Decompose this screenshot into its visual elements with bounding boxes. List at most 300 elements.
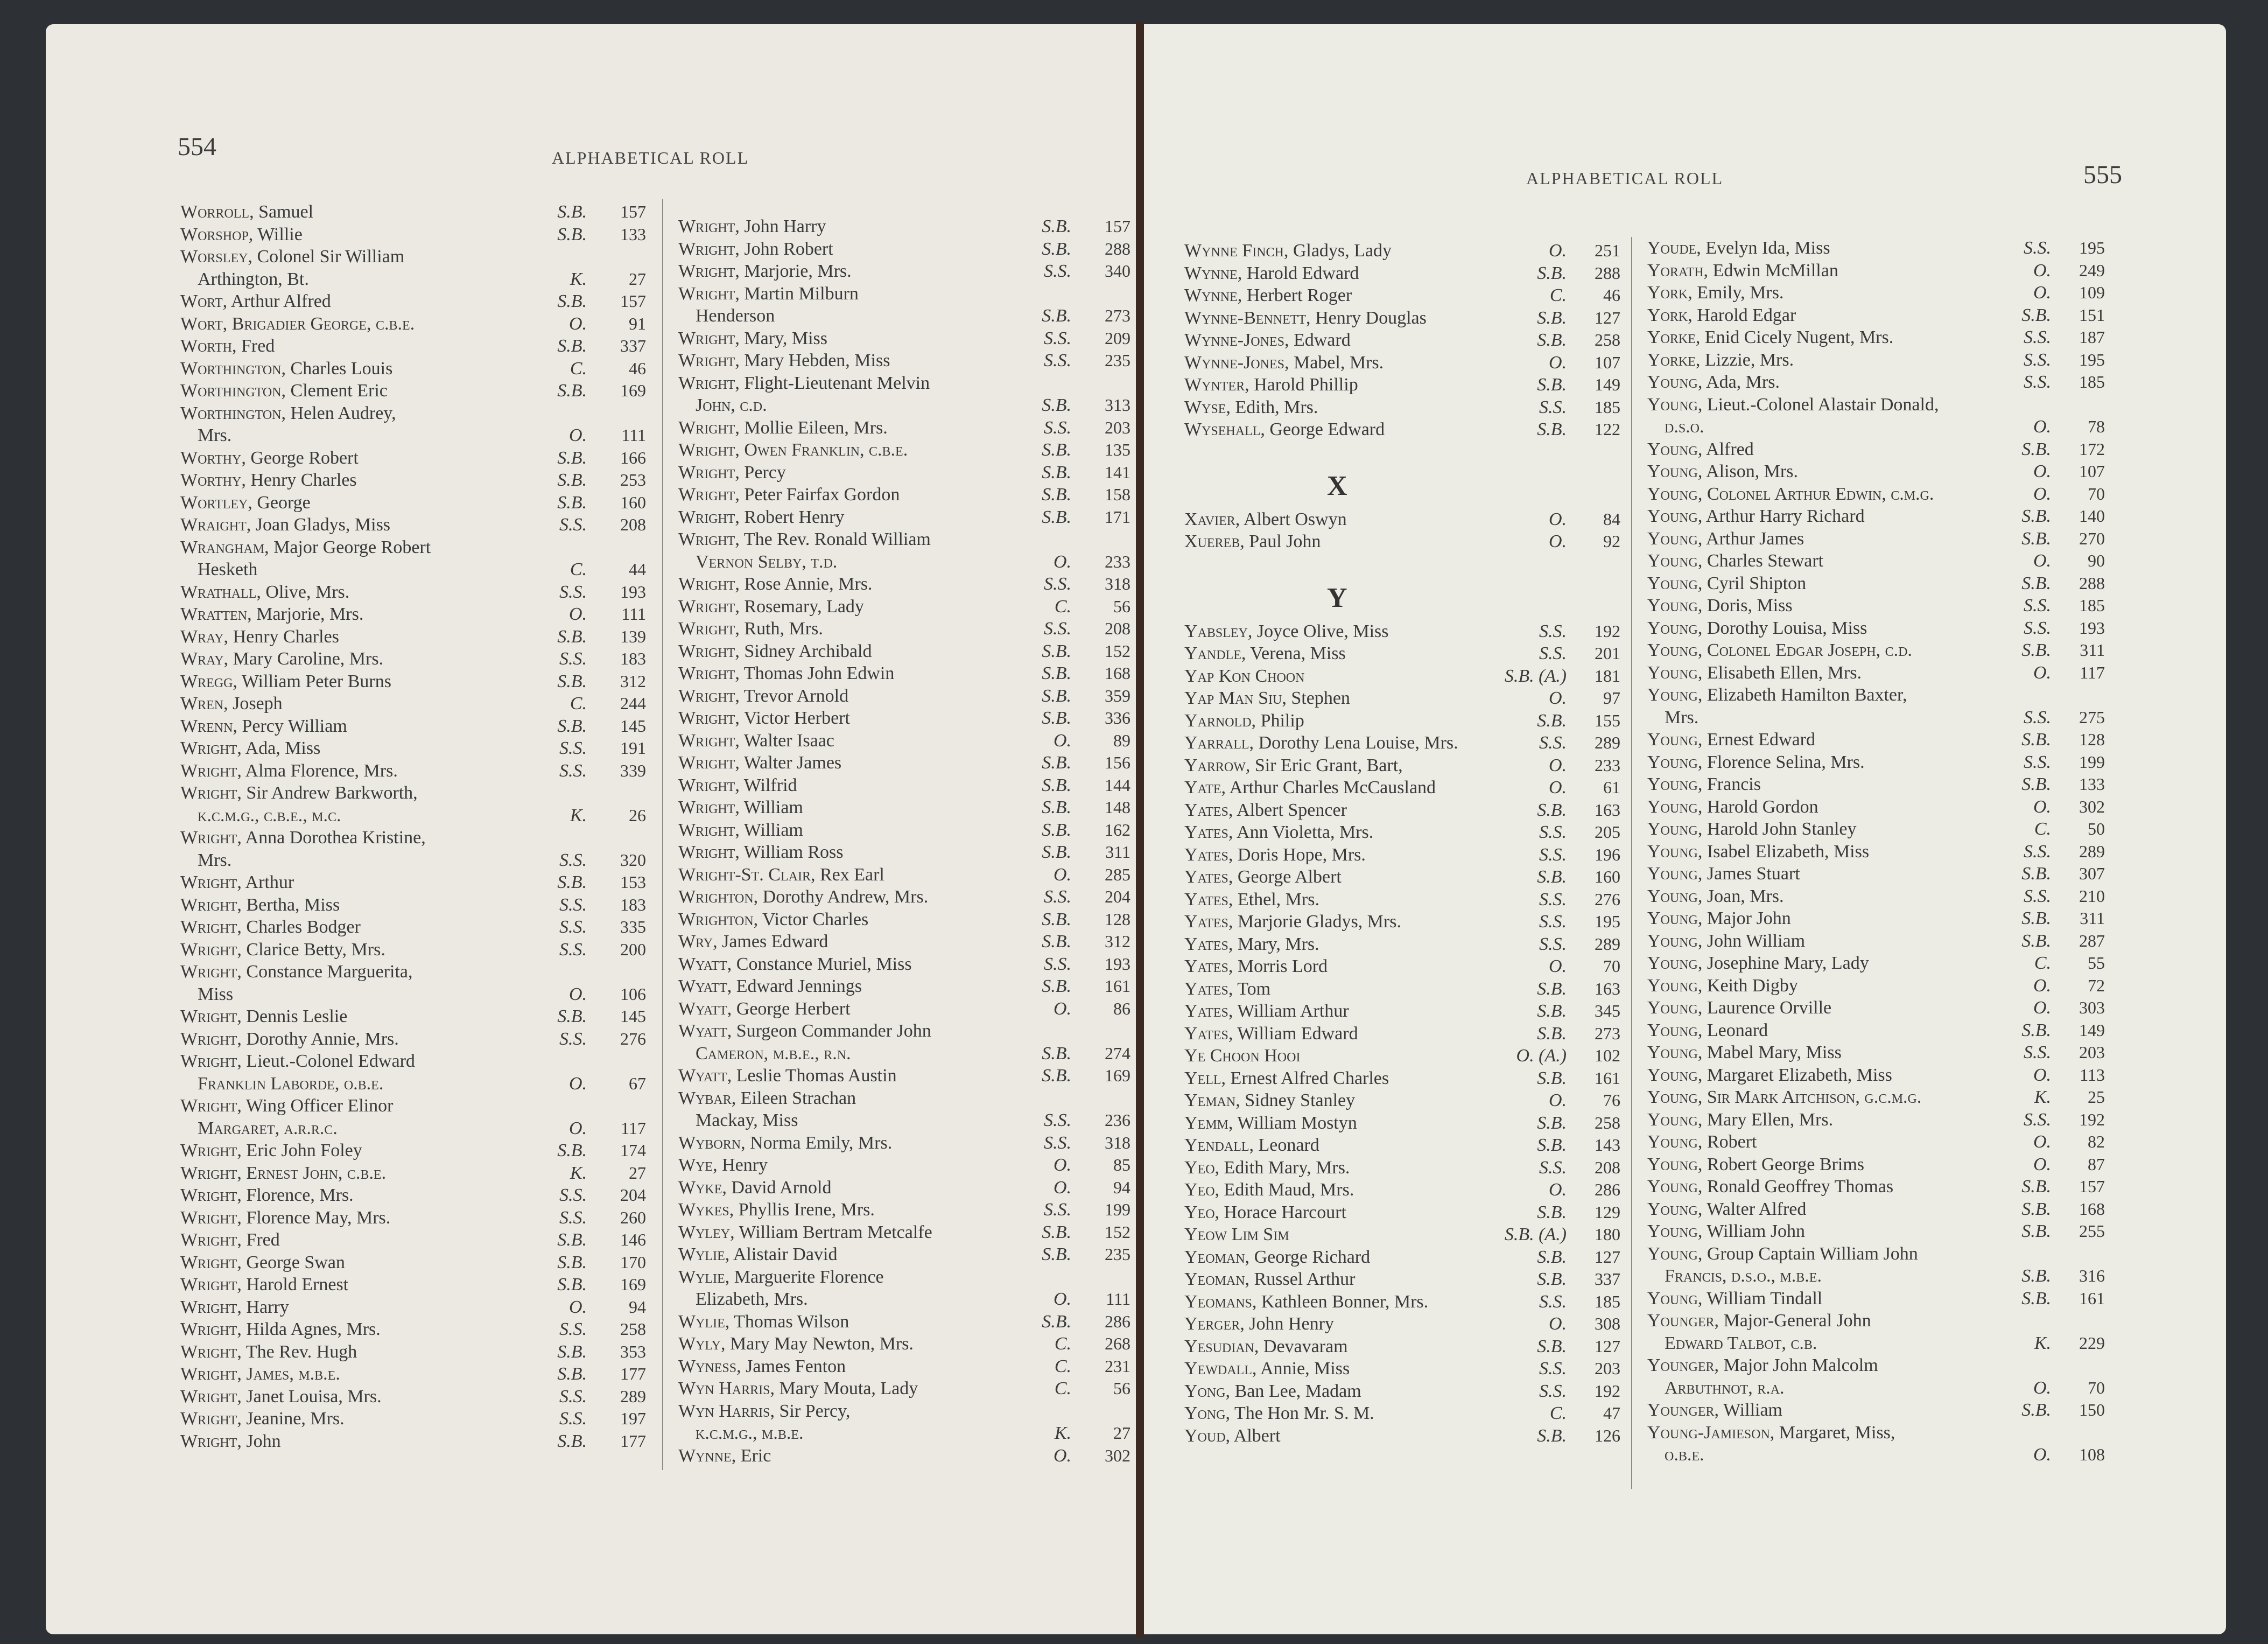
entry-surname: Wright,	[180, 1252, 242, 1272]
roll-entry	[1647, 237, 2105, 260]
service-code: S.B.	[557, 492, 587, 513]
roll-entry	[1647, 952, 2105, 975]
roll-entry	[1647, 729, 2105, 751]
entry-given-names: Brigadier George, c.b.e.	[227, 313, 415, 334]
page-reference: 313	[1105, 395, 1131, 415]
roll-entry	[678, 238, 1131, 261]
entry-given-names: Rose Annie, Mrs.	[739, 574, 873, 594]
entry-name	[1647, 594, 1793, 617]
entry-given-names: Mary Hebden, Miss	[739, 351, 890, 370]
entry-given-names: William	[739, 797, 803, 817]
entry-name	[180, 916, 361, 939]
roll-entry	[678, 215, 1131, 238]
page-reference: 289	[1595, 733, 1620, 752]
entry-given-names: Joan, Mrs.	[1702, 886, 1784, 906]
page-reference: 152	[1105, 1222, 1131, 1242]
entry-name	[678, 975, 862, 998]
roll-entry	[1184, 1089, 1620, 1112]
entry-given-names: Mrs.	[1665, 707, 1699, 727]
entry-name	[180, 246, 404, 268]
roll-entry	[180, 581, 646, 604]
entry-surname: Wright,	[180, 1341, 242, 1362]
service-code: S.S.	[1539, 733, 1567, 753]
page-reference: 203	[1105, 417, 1131, 437]
entry-name	[198, 983, 233, 1006]
entry-surname: Yong,	[1184, 1381, 1231, 1401]
entry-surname: Wynne,	[1184, 263, 1242, 283]
page-reference: 61	[1603, 778, 1620, 797]
entry-surname: Youde,	[1647, 238, 1701, 258]
service-code: S.B.	[2021, 1266, 2051, 1286]
roll-entry	[1647, 885, 2105, 908]
entry-surname: Wright,	[180, 1275, 242, 1295]
entry-given-names: Fred	[241, 1230, 280, 1250]
roll-entry	[1647, 1086, 2105, 1109]
entry-given-names: Cyril Shipton	[1702, 573, 1807, 593]
entry-name	[180, 715, 347, 738]
entry-surname: Young,	[1647, 774, 1703, 794]
service-code: S.B.	[1042, 976, 1071, 996]
entry-name	[678, 796, 803, 819]
roll-entry	[180, 916, 646, 939]
page-number: 554	[178, 132, 216, 161]
page-reference: 337	[1595, 1269, 1620, 1289]
entry-name	[1184, 307, 1427, 330]
entry-given-names: Dorothy Louisa, Miss	[1702, 618, 1867, 638]
service-code: O.	[2033, 417, 2051, 437]
service-code: S.B.	[1042, 1043, 1071, 1064]
page-reference: 153	[620, 872, 646, 892]
entry-surname: Wynne Finch,	[1184, 241, 1289, 261]
page-reference: 163	[1595, 978, 1620, 998]
entry-given-names: Mary Caroline, Mrs.	[228, 649, 384, 669]
entry-name	[1184, 352, 1384, 374]
roll-entry	[180, 1139, 646, 1162]
page-reference: 168	[1105, 663, 1131, 683]
roll-entry	[678, 372, 1131, 395]
service-code: S.S.	[1539, 1359, 1567, 1379]
entry-surname: Young,	[1647, 953, 1703, 973]
entry-given-names: Rex Earl	[815, 864, 884, 885]
service-code: C.	[1054, 1356, 1071, 1376]
entry-given-names: George Robert	[245, 447, 359, 468]
entry-surname: Yorath,	[1647, 260, 1709, 281]
entry-name	[678, 841, 844, 864]
page-reference: 92	[1603, 531, 1620, 551]
section-letter-text: X	[1327, 470, 1347, 501]
page-reference: 150	[2079, 1400, 2105, 1419]
service-code: O.	[1548, 956, 1567, 976]
service-code: S.B.	[2021, 305, 2051, 325]
entry-surname: Yates,	[1184, 844, 1233, 865]
roll-entry	[1647, 751, 2105, 774]
entry-surname: Young,	[1647, 573, 1703, 593]
page-reference: 193	[620, 582, 646, 601]
entry-surname: Yemm,	[1184, 1113, 1233, 1133]
entry-surname: Wrighton,	[678, 909, 759, 929]
entry-name	[1647, 907, 1791, 930]
entry-given-names: John, c.d.	[696, 395, 767, 415]
entry-given-names: William Bertram Metcalfe	[734, 1222, 932, 1242]
entry-given-names: Margaret Elizabeth, Miss	[1702, 1065, 1892, 1085]
entry-name	[1184, 1223, 1289, 1246]
service-code: S.S.	[1539, 822, 1567, 842]
entry-given-names: Ronald Geoffrey Thomas	[1702, 1177, 1894, 1197]
entry-name	[1665, 1265, 1822, 1288]
entry-surname: Wright,	[180, 939, 242, 960]
service-code: O.	[2033, 998, 2051, 1018]
service-code: K.	[570, 269, 587, 289]
entry-name	[696, 1109, 798, 1132]
roll-entry	[678, 461, 1131, 484]
service-code: S.B.	[2021, 1020, 2051, 1040]
entry-name	[180, 313, 415, 335]
roll-entry	[1647, 1041, 2105, 1064]
entry-name	[1184, 642, 1346, 665]
service-code: S.B. (A.)	[1504, 666, 1567, 686]
entry-surname: Yeoman,	[1184, 1247, 1250, 1267]
service-code: S.B.	[1042, 239, 1071, 259]
service-code: S.B.	[557, 381, 587, 401]
entry-name	[1647, 528, 1804, 550]
roll-entry	[1184, 508, 1620, 531]
entry-name	[1184, 508, 1347, 531]
entry-given-names: Walter Isaac	[739, 730, 834, 751]
page-reference: 340	[1105, 261, 1131, 281]
entry-name	[678, 1177, 831, 1199]
page-reference: 185	[1595, 397, 1620, 417]
roll-entry	[1647, 1198, 2105, 1221]
service-code: S.S.	[559, 582, 587, 602]
page-reference: 160	[620, 492, 646, 512]
service-code: S.S.	[559, 1207, 587, 1228]
roll-entry	[1647, 930, 2105, 953]
service-code: S.B.	[1537, 1247, 1567, 1267]
roll-entry	[678, 506, 1131, 529]
entry-surname: Wright,	[180, 1386, 242, 1407]
entry-surname: Wysehall,	[1184, 419, 1265, 439]
roll-entry	[1184, 1223, 1620, 1246]
roll-entry	[678, 1221, 1131, 1244]
roll-entry	[1647, 282, 2105, 304]
entry-surname: Wyborn,	[678, 1132, 746, 1153]
page-reference: 128	[1105, 909, 1131, 929]
entry-surname: Yeman,	[1184, 1090, 1240, 1110]
page-reference: 187	[2079, 327, 2105, 347]
entry-given-names: Harold Gordon	[1702, 796, 1818, 817]
service-code: S.S.	[1539, 643, 1567, 663]
entry-name	[678, 484, 900, 506]
roll-entry	[180, 1341, 646, 1363]
entry-given-names: Dennis Leslie	[241, 1006, 348, 1026]
page-reference: 201	[1595, 643, 1620, 663]
entry-name	[180, 1386, 382, 1408]
entry-surname: Wynne,	[678, 1445, 736, 1466]
entry-surname: Wren,	[180, 694, 228, 713]
entry-given-names: Mary Ellen, Mrs.	[1702, 1109, 1834, 1130]
service-code: S.B. (A.)	[1504, 1225, 1567, 1244]
roll-entry	[180, 827, 646, 849]
service-code: S.S.	[2024, 707, 2051, 727]
roll-entry	[180, 1363, 646, 1386]
entry-name	[1647, 1131, 1757, 1153]
page-reference: 191	[620, 738, 646, 758]
page-reference: 163	[1595, 800, 1620, 820]
entry-surname: Young,	[1647, 1221, 1703, 1241]
entry-name	[1184, 799, 1347, 822]
entry-given-names: Leonard	[1254, 1135, 1319, 1155]
service-code: S.S.	[1539, 912, 1567, 932]
roll-column-2	[678, 215, 1131, 1467]
service-code: S.B.	[2021, 528, 2051, 549]
entry-given-names: Devavaram	[1259, 1336, 1348, 1356]
entry-given-names: Morris Lord	[1233, 956, 1328, 976]
entry-name	[678, 953, 912, 976]
entry-name	[678, 1065, 897, 1087]
entry-given-names: William Arthur	[1233, 1001, 1349, 1021]
roll-entry	[180, 894, 646, 917]
roll-entry	[1647, 841, 2105, 863]
page-reference: 161	[1595, 1068, 1620, 1088]
service-code: S.S.	[2024, 327, 2051, 347]
roll-entry	[1647, 863, 2105, 885]
service-code: S.S.	[2024, 618, 2051, 638]
page-reference: 111	[1106, 1289, 1131, 1309]
entry-name	[1647, 483, 1934, 506]
entry-name	[696, 1043, 851, 1065]
service-code: S.B.	[557, 1006, 587, 1026]
entry-name	[1184, 1246, 1370, 1269]
entry-surname: Yates,	[1184, 912, 1233, 932]
entry-given-names: Francis	[1702, 774, 1761, 794]
entry-name	[696, 1422, 804, 1445]
roll-entry	[180, 1162, 646, 1185]
section-letter-text: Y	[1327, 582, 1347, 613]
entry-surname: Wray,	[180, 649, 229, 669]
entry-name	[198, 424, 231, 447]
page-reference: 192	[1595, 621, 1620, 641]
roll-entry	[678, 327, 1131, 350]
entry-given-names: Philip	[1256, 710, 1304, 731]
page-reference: 289	[620, 1386, 646, 1406]
entry-surname: Youd,	[1184, 1425, 1231, 1446]
page-reference: 255	[2079, 1221, 2105, 1241]
roll-entry	[180, 603, 646, 626]
roll-entry	[1647, 304, 2105, 327]
service-code: S.B.	[1042, 909, 1071, 929]
entry-surname: Wright,	[180, 894, 242, 915]
entry-given-names: Arthur Charles McCausland	[1226, 778, 1436, 797]
service-code: S.B.	[557, 202, 587, 222]
entry-name	[180, 380, 388, 402]
entry-surname: Wright,	[180, 1185, 242, 1205]
roll-entry	[180, 223, 646, 246]
roll-entry	[1184, 911, 1620, 933]
page-reference: 94	[629, 1297, 646, 1317]
page-reference: 94	[1113, 1177, 1131, 1197]
roll-entry	[180, 335, 646, 358]
service-code: S.B.	[557, 291, 587, 311]
entry-given-names: Isabel Elizabeth, Miss	[1702, 841, 1870, 862]
entry-surname: Wright,	[678, 775, 740, 795]
roll-entry	[180, 1229, 646, 1251]
service-code: O.	[2033, 662, 2051, 683]
entry-surname: Yates,	[1184, 956, 1233, 976]
service-code: S.B.	[557, 447, 587, 468]
entry-given-names: Ada, Mrs.	[1702, 372, 1780, 392]
page-reference: 26	[629, 805, 646, 825]
roll-entry	[678, 260, 1131, 283]
page-reference: 318	[1105, 574, 1131, 593]
page-reference: 145	[620, 1006, 646, 1026]
roll-entry	[1184, 844, 1620, 866]
entry-name	[180, 737, 320, 760]
entry-surname: Young,	[1647, 819, 1703, 839]
page-reference: 56	[1113, 1379, 1131, 1398]
entry-given-names: Vernon Selby, t.d.	[696, 551, 838, 572]
service-code: S.B.	[557, 1141, 587, 1160]
roll-entry	[1647, 639, 2105, 662]
entry-given-names: Ann Violetta, Mrs.	[1233, 822, 1374, 842]
entry-name	[180, 670, 391, 693]
service-code: S.B.	[557, 716, 587, 736]
entry-given-names: Tom	[1233, 978, 1271, 999]
roll-entry	[1647, 975, 2105, 997]
entry-given-names: Bertha, Miss	[241, 894, 340, 915]
entry-given-names: The Rev. Ronald William	[739, 529, 931, 549]
service-code: S.B.	[1537, 330, 1567, 350]
entry-surname: Yabsley,	[1184, 621, 1253, 641]
roll-entry	[180, 692, 646, 715]
entry-surname: Worthington,	[180, 381, 286, 401]
roll-entry	[678, 1377, 1131, 1400]
page-reference: 91	[629, 313, 646, 333]
service-code: S.B.	[1537, 1425, 1567, 1446]
service-code: S.S.	[1539, 1381, 1567, 1401]
entry-surname: Worthington,	[180, 358, 286, 379]
service-code: O.	[1548, 1180, 1567, 1200]
entry-surname: Young,	[1647, 1065, 1703, 1085]
entry-name	[1184, 262, 1359, 285]
page-reference: 288	[1105, 239, 1131, 258]
entry-given-names: Norma Emily, Mrs.	[745, 1132, 893, 1153]
page-reference: 208	[1105, 619, 1131, 638]
page-reference: 90	[2088, 551, 2105, 570]
entry-given-names: Miss	[198, 984, 234, 1004]
entry-surname: Yewdall,	[1184, 1359, 1257, 1379]
entry-surname: Yates,	[1184, 1023, 1233, 1044]
page-reference: 148	[1105, 797, 1131, 817]
entry-given-names: Mary May Newton, Mrs.	[725, 1334, 914, 1354]
roll-entry	[678, 283, 1131, 305]
entry-surname: Young,	[1647, 528, 1703, 549]
service-code: S.S.	[2024, 238, 2051, 258]
entry-given-names: Harold John Stanley	[1702, 819, 1857, 839]
entry-name	[678, 1355, 846, 1378]
roll-entry	[180, 1207, 646, 1229]
service-code: S.S.	[2024, 752, 2051, 772]
page-reference: 204	[620, 1185, 646, 1205]
entry-name	[678, 1020, 931, 1043]
entry-name	[180, 447, 359, 470]
entry-given-names: Edward	[1289, 330, 1351, 350]
entry-surname: Young,	[1647, 886, 1703, 906]
entry-given-names: Mrs.	[198, 425, 232, 445]
entry-given-names: James, m.b.e.	[241, 1364, 340, 1384]
service-code: O.	[568, 604, 587, 624]
entry-name	[1184, 1067, 1389, 1090]
roll-entry	[1647, 1422, 2105, 1444]
page-reference: 144	[1105, 775, 1131, 795]
entry-given-names: Mabel Mary, Miss	[1702, 1043, 1842, 1062]
roll-entry	[678, 640, 1131, 663]
roll-entry	[1647, 1243, 2105, 1265]
entry-name	[1184, 1291, 1428, 1313]
entry-surname: Wright,	[678, 619, 740, 639]
roll-entry	[180, 1028, 646, 1051]
roll-entry	[678, 528, 1131, 551]
entry-surname: Young,	[1647, 439, 1703, 459]
page-reference: 204	[1105, 887, 1131, 906]
entry-name	[1647, 349, 1794, 372]
entry-name	[180, 1005, 347, 1028]
entry-given-names: Sir Andrew Barkworth,	[241, 783, 418, 803]
entry-name	[678, 439, 908, 461]
roll-entry	[1647, 349, 2105, 372]
roll-entry	[678, 1109, 1131, 1132]
page-reference: 46	[1603, 285, 1620, 305]
entry-given-names: Joan Gladys, Miss	[251, 515, 391, 535]
service-code: S.S.	[559, 917, 587, 937]
entry-surname: Wright,	[678, 440, 740, 460]
entry-surname: Wright,	[678, 797, 740, 817]
service-code: O.	[1548, 755, 1567, 775]
page-reference: 311	[2080, 640, 2105, 660]
entry-name	[696, 551, 837, 573]
entry-name	[678, 1377, 918, 1400]
entry-surname: Wright,	[678, 596, 740, 617]
entry-name	[1184, 933, 1319, 956]
roll-entry	[678, 1043, 1131, 1065]
page-reference: 108	[2079, 1445, 2105, 1464]
page-reference: 244	[620, 694, 646, 713]
roll-entry	[1647, 550, 2105, 572]
entry-name	[1647, 1086, 1921, 1109]
service-code: O.	[2033, 283, 2051, 303]
entry-given-names: Sir Percy,	[775, 1401, 851, 1421]
entry-given-names: Edward Jennings	[732, 976, 862, 996]
entry-name	[180, 1296, 289, 1319]
roll-entry	[180, 1251, 646, 1274]
entry-given-names: Ban Lee, Madam	[1230, 1381, 1361, 1401]
entry-surname: Yerger,	[1184, 1314, 1245, 1334]
entry-surname: Wright,	[678, 753, 740, 773]
entry-name	[1647, 237, 1830, 260]
entry-given-names: Arthur James	[1702, 528, 1804, 549]
entry-name	[1184, 710, 1304, 732]
entry-given-names: George Albert	[1233, 867, 1342, 887]
service-code: S.B.	[1042, 663, 1071, 683]
entry-name	[678, 1243, 837, 1266]
entry-given-names: Thomas John Edwin	[739, 663, 895, 683]
page-reference: 155	[1595, 710, 1620, 730]
roll-entry	[678, 908, 1131, 931]
page-reference: 135	[1105, 440, 1131, 459]
page-reference: 171	[1105, 507, 1131, 527]
roll-entry	[678, 1243, 1131, 1266]
page-reference: 97	[1603, 688, 1620, 708]
entry-surname: Wright,	[678, 283, 740, 304]
